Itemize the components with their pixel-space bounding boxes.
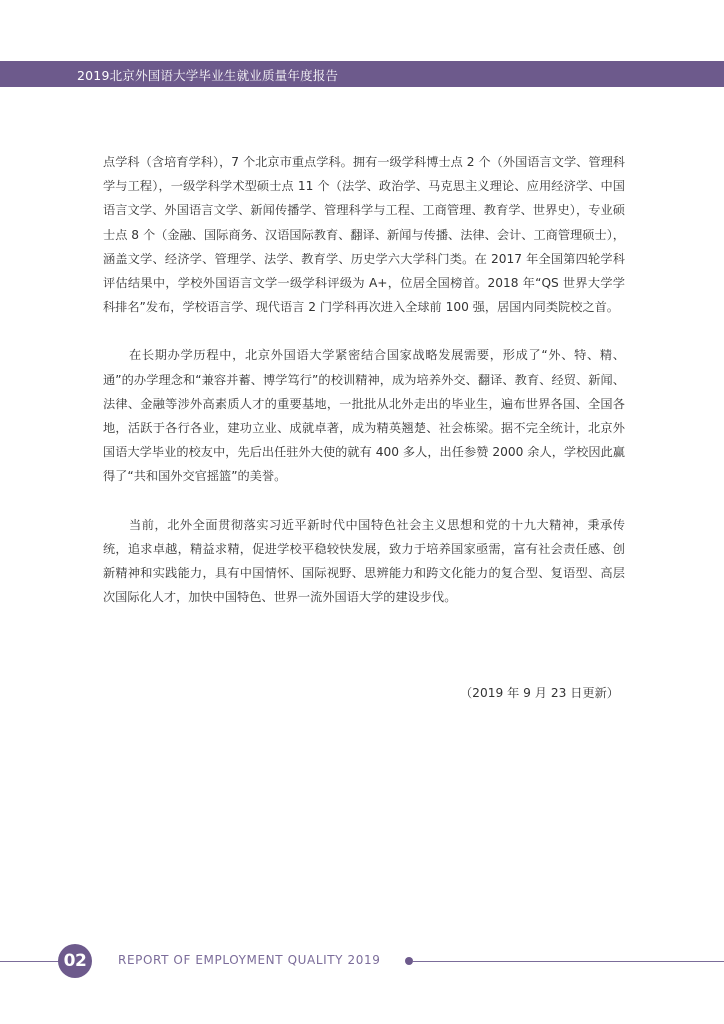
footer-divider-left [0,961,64,962]
report-title: 2019北京外国语大学毕业生就业质量年度报告 [77,68,339,83]
footer-dot-icon [405,957,413,965]
footer-report-label: REPORT OF EMPLOYMENT QUALITY 2019 [118,953,381,967]
paragraph-history: 在长期办学历程中，北京外国语大学紧密结合国家战略发展需要，形成了“外、特、精、通”的办学理念和“兼容并蓄、博学笃行”的校训精神，成为培养外交、翻译、教育、经贸、新闻、法律、金融等涉外高素质人才的重要基地，一批批从北外走出的毕业生，遍布世界各国、全国各地，活跃于各行各业，建功立业、成就卓著，成为精英翘楚、社会栋梁。据不完全统计，北京外国语大学毕业的校友中，先后出任驻外大使的就有 400 多人，出任参赞 2000 余人，学校因此赢得了“共和国外交官摇篮”的美誉。 [103,348,625,484]
main-content [103,150,625,609]
page-number-badge: 02 [58,944,92,978]
header-bar [0,61,724,87]
footer-divider-right [413,961,724,962]
paragraph-current: 当前，北外全面贯彻落实习近平新时代中国特色社会主义思想和党的十九大精神，秉承传统，追求卓越，精益求精，促进学校平稳较快发展，致力于培养国家亟需，富有社会责任感、创新精神和实践能力，具有中国情怀、国际视野、思辨能力和跨文化能力的复合型、复语型、高层次国际化人才，加快中国特色、世界一流外国语大学的建设步伐。 [103,517,625,605]
paragraph-disciplines: 点学科（含培育学科），7 个北京市重点学科。拥有一级学科博士点 2 个（外国语言文学、管理科学与工程），一级学科学术型硕士点 11 个（法学、政治学、马克思主义理论、应用经济学、中国语言文学、外国语言文学、新闻传播学、管理科学与工程、工商管理、教育学、世界史），专业硕士点 8 个（金融、国际商务、汉语国际教育、翻译、新闻与传播、法律、会计、工商管理硕士），涵盖文学、经济学、管理学、法学、教育学、历史学六大学科门类。在 2017 年全国第四轮学科评估结果中，学校外国语言文学一级学科评级为 A+，位居全国榜首。2018 年“QS 世界大学学科排名”发布，学校语言学、现代语言 2 门学科再次进入全球前 100 强，居国内同类院校之首。 [103,155,625,315]
update-date-note: （2019 年 9 月 23 日更新） [460,686,619,700]
